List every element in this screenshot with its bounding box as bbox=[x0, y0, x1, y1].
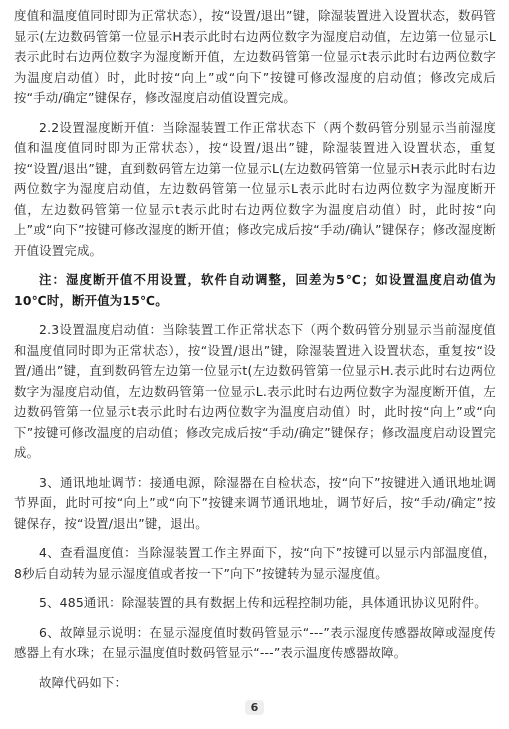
paragraph-humidity-start-continued: 度值和温度值同时即为正常状态），按“设置/退出”键，除湿装置进入设置状态，数码管显示(左边数码管第一位显示H表示此时右边两位数字为湿度启动值，左边第一位显示L表示此时右边两位数字为湿度断开值，左边数码管第一位显示t表示此时右边两位数字为温度启动值）时，此时按“向上”或“向下”按键可修改湿度的启动值；修改完成后按“手动/确定”键保存，修改湿度启动值设置完成。 bbox=[14, 8, 496, 105]
document-page bbox=[14, 6, 496, 702]
page-number-label: 6 bbox=[245, 700, 265, 715]
paragraph-3-comm-address: 3、通讯地址调节：接通电源，除湿器在自检状态，按“向下”按键进入通讯地址调节界面，此时可按“向上”或“向下”按键来调节通讯地址，调节好后，按“手动/确定”按键保存，按“设置/退出”键，退出。 bbox=[14, 474, 496, 531]
paragraph-5-rs485: 5、485通讯：除湿装置的具有数据上传和远程控制功能，具体通讯协议见附件。 bbox=[39, 595, 487, 610]
paragraph-2-2-humidity-off-value: 2.2设置湿度断开值：当除湿装置工作正常状态下（两个数码管分别显示当前湿度值和温度值同时即为正常状态），按“设置/退出”键，除湿装置进入设置状态，重复按“设置/退出”键，直到数码管左边第一位显示L(左边数码管第一位显示H表示此时右边两位数字为湿度启动值，左边数码管第一位显示L表示此时右边两位数字为湿度断开值，左边数码管第一位显示t表示此时右边两位数字为温度启动值）时，此时按“向上”或“向下”按键可修改湿度的断开值；修改完成后按“手动/确认”键保存；修改湿度断开值设置完成。 bbox=[14, 119, 496, 258]
paragraph-fault-codes-heading: 故障代码如下： bbox=[39, 674, 128, 690]
page-number bbox=[0, 700, 509, 715]
paragraph-note: 注：湿度断开值不用设置，软件自动调整，回差为5℃；如设置温度启动值为10℃时，断开值为15℃。 bbox=[14, 272, 496, 308]
paragraph-6-fault-display: 6、故障显示说明：在显示湿度值时数码管显示“---”表示湿度传感器故障或湿度传感器上有水珠；在显示温度值时数码管显示“---”表示温度传感器故障。 bbox=[14, 624, 496, 660]
paragraph-2-3-temperature-start-value: 2.3设置温度启动值：当除装置工作正常状态下（两个数码管分别显示当前湿度值和温度值同时即为正常状态），按“设置/退出”键，除湿装置进入设置状态，重复按“设置/通出”键，直到数码管左边第一位显示t(左边数码管第一位显示H.表示此时右边两位数字为湿度启动值，左边数码管第一位显示L.表示此时右边两位数字为湿度断开值，左边数码管第一位显示t表示此时右边两位数字为温度启动值）时，此时按“向上”或“向下”按键可修改温度的启动值；修改完成后按“手动/确定”键保存；修改温度启动设置完成。 bbox=[14, 322, 496, 460]
paragraph-4-view-temperature: 4、查看温度值：当除湿装置工作主界面下，按“向下”按键可以显示内部温度值，8秒后自动转为显示湿度值或者按一下”向下”按键转为显示湿度值。 bbox=[14, 545, 496, 581]
